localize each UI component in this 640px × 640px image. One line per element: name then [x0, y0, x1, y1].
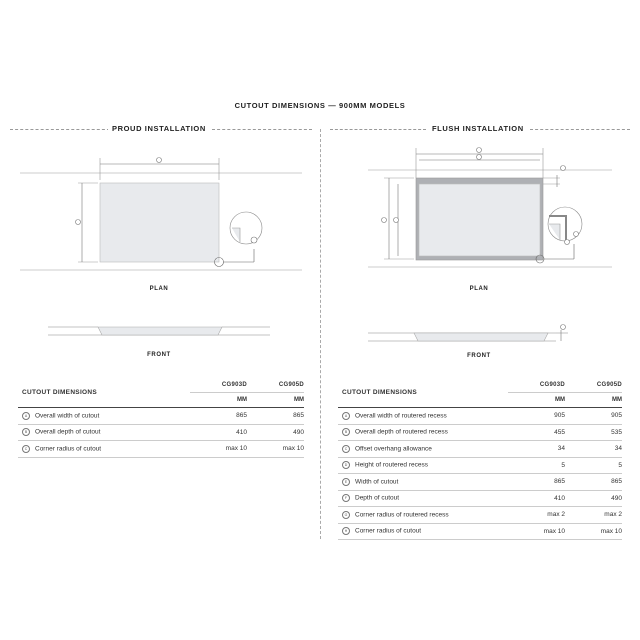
- row-label: Corner radius of cutout: [355, 527, 422, 535]
- model-header: CG905D: [247, 378, 304, 393]
- value-cg905d: 535: [565, 424, 622, 441]
- value-cg905d: 490: [247, 424, 304, 441]
- proud-cutout: [100, 183, 219, 262]
- unit-header: MM: [190, 393, 247, 408]
- value-cg905d: max 10: [247, 441, 304, 458]
- value-cg903d: max 10: [190, 441, 247, 458]
- model-header: CG903D: [190, 378, 247, 393]
- dimension-key-badge: B: [342, 428, 350, 436]
- dimension-key-badge: D: [342, 461, 350, 469]
- dimension-key-badge: A: [22, 412, 30, 420]
- page-title: CUTOUT DIMENSIONS — 900MM MODELS: [234, 101, 406, 110]
- value-cg905d: 905: [565, 408, 622, 425]
- dimension-key-badge: E: [342, 478, 350, 486]
- flush-cutout: [419, 184, 540, 256]
- value-cg903d: 410: [508, 490, 565, 507]
- dimension-key-badge: G: [342, 511, 350, 519]
- table-row: [18, 424, 304, 441]
- value-cg905d: 865: [565, 474, 622, 491]
- proud-spec-table: [18, 378, 304, 458]
- table-row: [18, 441, 304, 458]
- flush-front-section: [414, 333, 548, 341]
- row-label-cell: [338, 490, 508, 507]
- proud-front-section: [98, 327, 222, 335]
- row-label: Overall width of cutout: [35, 412, 100, 420]
- unit-header: MM: [247, 393, 304, 408]
- table-row: [338, 424, 622, 441]
- row-label-cell: [338, 507, 508, 524]
- flush-front-label: FRONT: [467, 353, 491, 359]
- model-header: CG903D: [508, 378, 565, 393]
- row-label-cell: [338, 424, 508, 441]
- dimension-key-badge: H: [342, 527, 350, 535]
- table-row: [338, 507, 622, 524]
- model-header: CG905D: [565, 378, 622, 393]
- value-cg903d: 865: [508, 474, 565, 491]
- dimension-key-badge: A: [342, 412, 350, 420]
- value-cg905d: max 2: [565, 507, 622, 524]
- dimension-key-badge: B: [22, 428, 30, 436]
- row-label-cell: [338, 408, 508, 425]
- value-cg905d: max 10: [565, 523, 622, 540]
- proud-front-label: FRONT: [147, 352, 171, 358]
- dimension-key-badge: F: [342, 494, 350, 502]
- table-row: [338, 490, 622, 507]
- value-cg903d: 905: [508, 408, 565, 425]
- value-cg903d: 410: [190, 424, 247, 441]
- table-row: [338, 457, 622, 474]
- value-cg905d: 490: [565, 490, 622, 507]
- table-header: CUTOUT DIMENSIONS: [18, 378, 190, 408]
- row-label-cell: [18, 441, 190, 458]
- row-label-cell: [338, 441, 508, 458]
- proud-plan-label: PLAN: [149, 286, 169, 292]
- value-cg903d: max 2: [508, 507, 565, 524]
- row-label: Overall width of routered recess: [355, 412, 447, 420]
- value-cg903d: 34: [508, 441, 565, 458]
- row-label: Corner radius of routered recess: [355, 511, 449, 519]
- row-label-cell: [338, 474, 508, 491]
- table-header: CUTOUT DIMENSIONS: [338, 378, 508, 408]
- table-row: [338, 441, 622, 458]
- flush-plan-label: PLAN: [469, 286, 489, 292]
- row-label-cell: [338, 523, 508, 540]
- flush-section-title: FLUSH INSTALLATION: [428, 124, 528, 133]
- dimension-key-badge: C: [342, 445, 350, 453]
- value-cg903d: 865: [190, 408, 247, 425]
- row-label: Corner radius of cutout: [35, 445, 102, 453]
- value-cg905d: 865: [247, 408, 304, 425]
- row-label-cell: [18, 408, 190, 425]
- flush-spec-table: [338, 378, 622, 540]
- value-cg903d: 455: [508, 424, 565, 441]
- table-row: [338, 408, 622, 425]
- row-label-cell: [18, 424, 190, 441]
- value-cg905d: 34: [565, 441, 622, 458]
- row-label: Width of cutout: [355, 478, 399, 486]
- row-label: Overall depth of routered recess: [355, 428, 448, 436]
- row-label: Overall depth of cutout: [35, 428, 101, 436]
- table-row: [338, 523, 622, 540]
- value-cg905d: 5: [565, 457, 622, 474]
- dimension-key-badge: C: [22, 445, 30, 453]
- value-cg903d: 5: [508, 457, 565, 474]
- row-label: Depth of cutout: [355, 494, 400, 502]
- row-label: Offset overhang allowance: [355, 445, 432, 453]
- row-label-cell: [338, 457, 508, 474]
- unit-header: MM: [565, 393, 622, 408]
- value-cg903d: max 10: [508, 523, 565, 540]
- table-row: [18, 408, 304, 425]
- table-row: [338, 474, 622, 491]
- row-label: Height of routered recess: [355, 461, 428, 469]
- proud-section-title: PROUD INSTALLATION: [108, 124, 210, 133]
- unit-header: MM: [508, 393, 565, 408]
